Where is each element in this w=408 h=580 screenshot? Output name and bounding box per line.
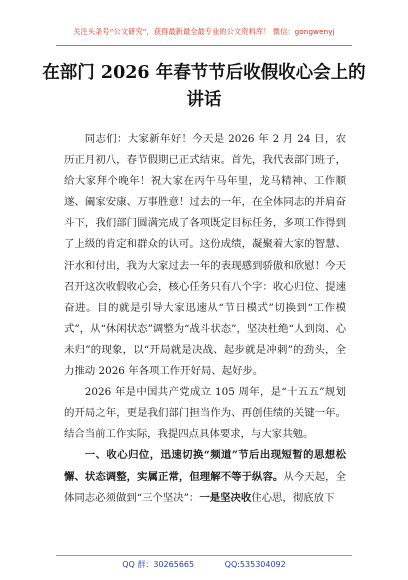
section-heading-lead: 一、收心归位，迅速切换“频道”节后出现短暂的思想松懈、状态调整，实属正常，但理解不等于纵容。 <box>64 449 346 483</box>
footer-qq-group: QQ 群：30265665 <box>122 560 195 569</box>
footer <box>0 559 408 570</box>
header-banner: 关注头条号“公文研究”，获得最新最全最专业的公文资料库！ 微信：gongwenyj <box>73 27 335 36</box>
document-title <box>0 60 408 114</box>
section-heading-rest: 从今天起，全体同志必须做到“三个坚决”：一是坚决收住心思，彻底放下 <box>64 470 346 504</box>
footer-divider <box>56 555 352 556</box>
footer-qq: QQ:535304092 <box>224 560 286 569</box>
header-divider <box>56 45 352 46</box>
title-line-1: 在部门 2026 年春节节后收假收心会上的 <box>42 63 366 83</box>
paragraph-greeting: 同志们：大家新年好！今天是 2026 年 2 月 24 日，农历正月初八，春节假期已正式结束。首先，我代表部门班子，给大家拜个晚年！祝大家在丙午马年里，龙马精神、工作顺遂、阖家安康、万事胜意！过去的一年，在全体同志的并肩奋斗下，我们部门圆满完成了各项既定目标任务，多项工作得到了上级的肯定和群众的认可。这份成绩，凝聚着大家的智慧、汗水和付出，我为大家过去一年的表现感到骄傲和欣慰！今天召开这次收假收心会，核心任务只有八个字：收心归位、提速奋进。目的就是引导大家迅速从“节日模式”切换到“工作模式”，从“休闲状态”调整为“战斗状态”，坚决杜绝“人到岗、心未归”的现象，以“开局就是决战、起步就是冲刺”的劲头，全力推动 2026 年各项工作开好局、起好步。 <box>64 133 346 378</box>
document-body <box>64 129 346 509</box>
section-point-lead: 一是坚决收 <box>199 491 252 504</box>
title-line-2: 讲话 <box>186 90 222 110</box>
paragraph-context: 2026 年是中国共产党成立 105 周年，是“十五五”规划的开局之年，更是我们部门担当作为、再创佳绩的关键一年。结合当前工作实际，我提四点具体要求，与大家共勉。 <box>64 386 346 441</box>
section-heading-1 <box>64 445 346 508</box>
